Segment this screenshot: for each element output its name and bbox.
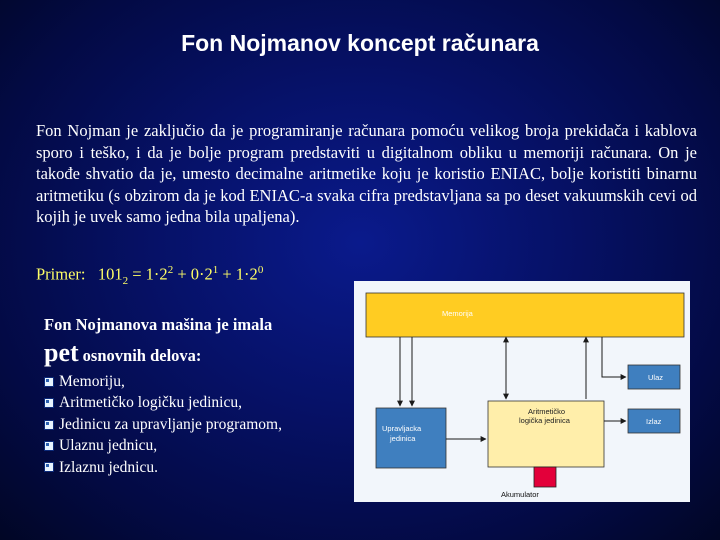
list-item-label: Izlaznu jednicu.	[59, 458, 158, 476]
control-unit-label-line2: jedinica	[390, 434, 416, 443]
example-exp-3: 0	[257, 264, 264, 276]
example-exp-1: 2	[167, 264, 174, 276]
example-exp-2: 1	[212, 264, 219, 276]
von-neumann-diagram	[354, 281, 690, 502]
list-item-label: Ulaznu jednicu,	[59, 437, 158, 455]
list-item-label: Jedinicu za upravljanje programom,	[59, 415, 282, 433]
memory-label: Memorija	[442, 309, 473, 318]
list-item	[44, 392, 282, 413]
example-label: Primer:	[36, 264, 86, 284]
list-item	[44, 457, 282, 478]
memory-to-input-arrow	[602, 337, 626, 377]
list-item	[44, 371, 282, 392]
checkbox-bullet-icon	[44, 462, 54, 472]
alu-label-line1: Aritmetičko	[528, 407, 566, 416]
example-base: 101	[97, 264, 123, 284]
parts-intro-heading	[44, 338, 201, 368]
diagram-svg	[354, 281, 690, 502]
input-label: Ulaz	[648, 373, 664, 382]
list-item-label: Aritmetičko logičku jedinicu,	[59, 394, 242, 412]
list-item	[44, 414, 282, 435]
output-label: Izlaz	[646, 417, 662, 426]
accumulator-block	[534, 467, 556, 487]
memory-block	[366, 293, 684, 337]
list-item	[44, 435, 282, 456]
slide-title: Fon Nojmanov koncept računara	[181, 30, 539, 56]
control-unit-label-line1: Upravljacka	[382, 424, 422, 433]
intro-paragraph: Fon Nojman je zaključio da je programiranje računara pomoću velikog broja prekidača i kablova sporo i teško, i da je bolje program predstaviti u digitalnom obliku u memoriji računara. On je takođe shvatio da je, umesto decimalne aritmetike koju je koristio ENIAC, bolje koristiti binarnu aritmetiku (s obzirom da je kod ENIAC-a svaka cifra predstavljana sa po deset vakuumskih cevi od kojih je uvek samo jedna bila upaljena).	[36, 121, 697, 226]
accumulator-label: Akumulator	[501, 490, 539, 499]
parts-list	[44, 371, 282, 478]
example-base-subscript: 2	[122, 274, 129, 287]
alu-label-line2: logička jedinica	[519, 416, 570, 425]
example-term-3: + 1·2	[218, 264, 258, 284]
checkbox-bullet-icon	[44, 377, 54, 387]
checkbox-bullet-icon	[44, 441, 54, 451]
parts-intro-rest: osnovnih delova:	[82, 346, 202, 365]
checkbox-bullet-icon	[44, 420, 54, 430]
example-term-2: + 0·2	[173, 264, 213, 284]
parts-count: pet	[44, 338, 79, 367]
checkbox-bullet-icon	[44, 398, 54, 408]
binary-example	[36, 264, 263, 287]
list-item-label: Memoriju,	[59, 373, 125, 390]
parts-intro-line: Fon Nojmanova mašina je imala	[44, 315, 273, 334]
example-term-1: = 1·2	[128, 264, 168, 284]
